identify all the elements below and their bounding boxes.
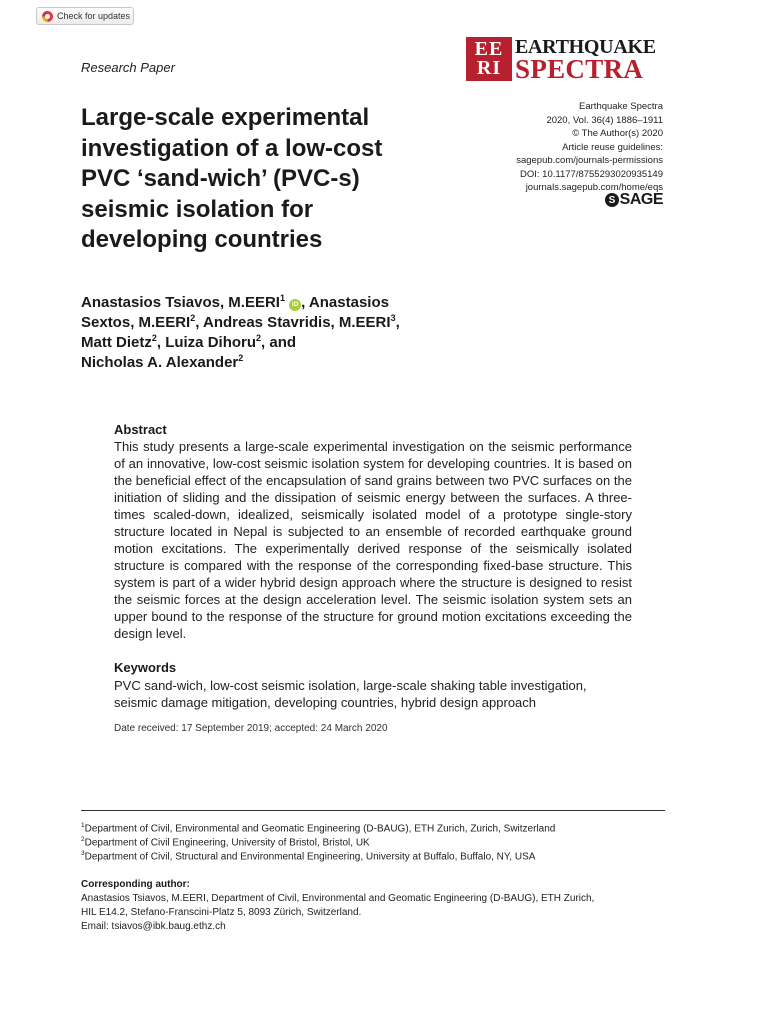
corresponding-author-heading: Corresponding author: xyxy=(81,879,190,890)
publisher-name: SAGE xyxy=(619,191,663,208)
author-separator: , xyxy=(395,314,400,331)
author-name: Matt Dietz xyxy=(81,334,152,351)
affiliation-item xyxy=(81,850,535,862)
affiliation-number: 1 xyxy=(81,822,85,829)
journal-logo xyxy=(466,36,656,84)
journal-logo-name xyxy=(515,36,656,84)
author-name: Sextos, M.EERI xyxy=(81,314,191,331)
affiliation-marker: 3 xyxy=(390,313,396,323)
meta-copyright: © The Author(s) 2020 xyxy=(572,128,663,139)
author-name: Nicholas A. Alexander xyxy=(81,354,239,371)
orcid-icon[interactable]: iD xyxy=(289,299,301,311)
meta-doi[interactable]: DOI: 10.1177/8755293020935149 xyxy=(520,168,663,180)
crossmark-icon xyxy=(42,11,53,22)
logo-name-top: EARTHQUAKE xyxy=(515,36,656,58)
author-name: , Luiza Dihoru xyxy=(156,334,257,351)
meta-reuse-link[interactable]: sagepub.com/journals-permissions xyxy=(516,155,663,166)
affiliation-number: 2 xyxy=(81,836,85,843)
affiliation-marker: 2 xyxy=(190,313,196,323)
eeri-mark xyxy=(466,37,512,81)
title-line: developing countries xyxy=(81,226,323,253)
received-dates: Date received: 17 September 2019; accepted: 24 March 2020 xyxy=(114,723,388,734)
affiliation-item xyxy=(81,822,555,834)
affiliation-marker: 1 xyxy=(279,293,285,303)
keywords-heading: Keywords xyxy=(114,660,177,675)
paper-type: Research Paper xyxy=(81,60,175,75)
affiliation-text: Department of Civil, Environmental and Geomatic Engineering (D-BAUG), ETH Zurich, Zurich, Switzerland xyxy=(84,823,556,835)
article-title xyxy=(81,103,441,256)
publisher-logo xyxy=(605,191,663,209)
eeri-mark-top: EE xyxy=(474,38,504,60)
eeri-mark-bottom: RI xyxy=(476,57,502,79)
corresponding-address-line: Anastasios Tsiavos, M.EERI, Department of Civil, Environmental and Geomatic Engineering (D-BAUG), ETH Zurich, xyxy=(81,893,595,904)
author-separator: , and xyxy=(261,334,297,351)
title-line: PVC ‘sand-wich’ (PVC-s) xyxy=(81,165,360,192)
journal-meta xyxy=(516,100,663,195)
affiliation-marker: 2 xyxy=(238,353,244,363)
meta-journal-link[interactable]: journals.sagepub.com/home/eqs xyxy=(525,182,663,193)
check-for-updates-badge[interactable] xyxy=(36,7,134,25)
meta-issue: 2020, Vol. 36(4) 1886–1911 xyxy=(546,114,663,126)
keywords-text: PVC sand-wich, low-cost seismic isolation, large-scale shaking table investigation, seismic damage mitigation, developing countries, hybrid design approach xyxy=(114,678,587,710)
affiliation-text: Department of Civil Engineering, University of Bristol, Bristol, UK xyxy=(84,837,370,849)
affiliation-item xyxy=(81,836,370,848)
affiliation-number: 3 xyxy=(81,850,85,857)
corresponding-author-details xyxy=(81,892,681,934)
affiliation-marker: 2 xyxy=(151,333,157,343)
title-line: seismic isolation for xyxy=(81,195,314,223)
meta-journal: Earthquake Spectra xyxy=(579,101,663,112)
author-name: , Andreas Stavridis, M.EERI xyxy=(195,314,391,331)
corresponding-address-line: HIL E14.2, Stefano-Franscini-Platz 5, 8093 Zürich, Switzerland. xyxy=(81,907,362,918)
abstract-text: This study presents a large-scale experimental investigation on the seismic performance of an innovative, low-cost seismic isolation system for developing countries. It is based on the beneficial effect of the encapsulation of sand grains between two PVC surfaces on the initiation of sliding and the dissipation of seismic energy between the surfaces. A three-times scaled-down, idealized, seismically isolated model of a prototype single-story structure located in Nepal is subjected to an ensemble of recorded earthquake ground motion excitations. The experimentally derived response of the seismically isolated structure is compared with the response of the corresponding fixed-base structure. This system is part of a wider hybrid design approach where the structure is designed to resist the seismic forces at the design acceleration level. The seismic isolation system sets an upper bound to the response of the structure for ground motion excitations exceeding the design level. xyxy=(114,439,632,641)
corresponding-email[interactable]: Email: tsiavos@ibk.baug.ethz.ch xyxy=(81,921,226,932)
logo-name-bottom: SPECTRA xyxy=(515,54,644,84)
affiliation-marker: 2 xyxy=(256,333,262,343)
author-list xyxy=(81,293,481,373)
meta-reuse-label: Article reuse guidelines: xyxy=(562,141,663,153)
sage-s-icon: S xyxy=(605,193,619,207)
title-line: Large-scale experimental xyxy=(81,104,370,131)
abstract-heading: Abstract xyxy=(114,422,167,437)
affiliation-text: Department of Civil, Structural and Environmental Engineering, University at Buffalo, Buffalo, NY, USA xyxy=(84,851,536,863)
footnote-divider xyxy=(81,810,665,811)
title-line: investigation of a low-cost xyxy=(81,134,383,162)
author-name: Anastasios Tsiavos, M.EERI xyxy=(81,294,280,311)
author-separator: , Anastasios xyxy=(301,294,389,311)
check-for-updates-label: Check for updates xyxy=(57,11,131,21)
